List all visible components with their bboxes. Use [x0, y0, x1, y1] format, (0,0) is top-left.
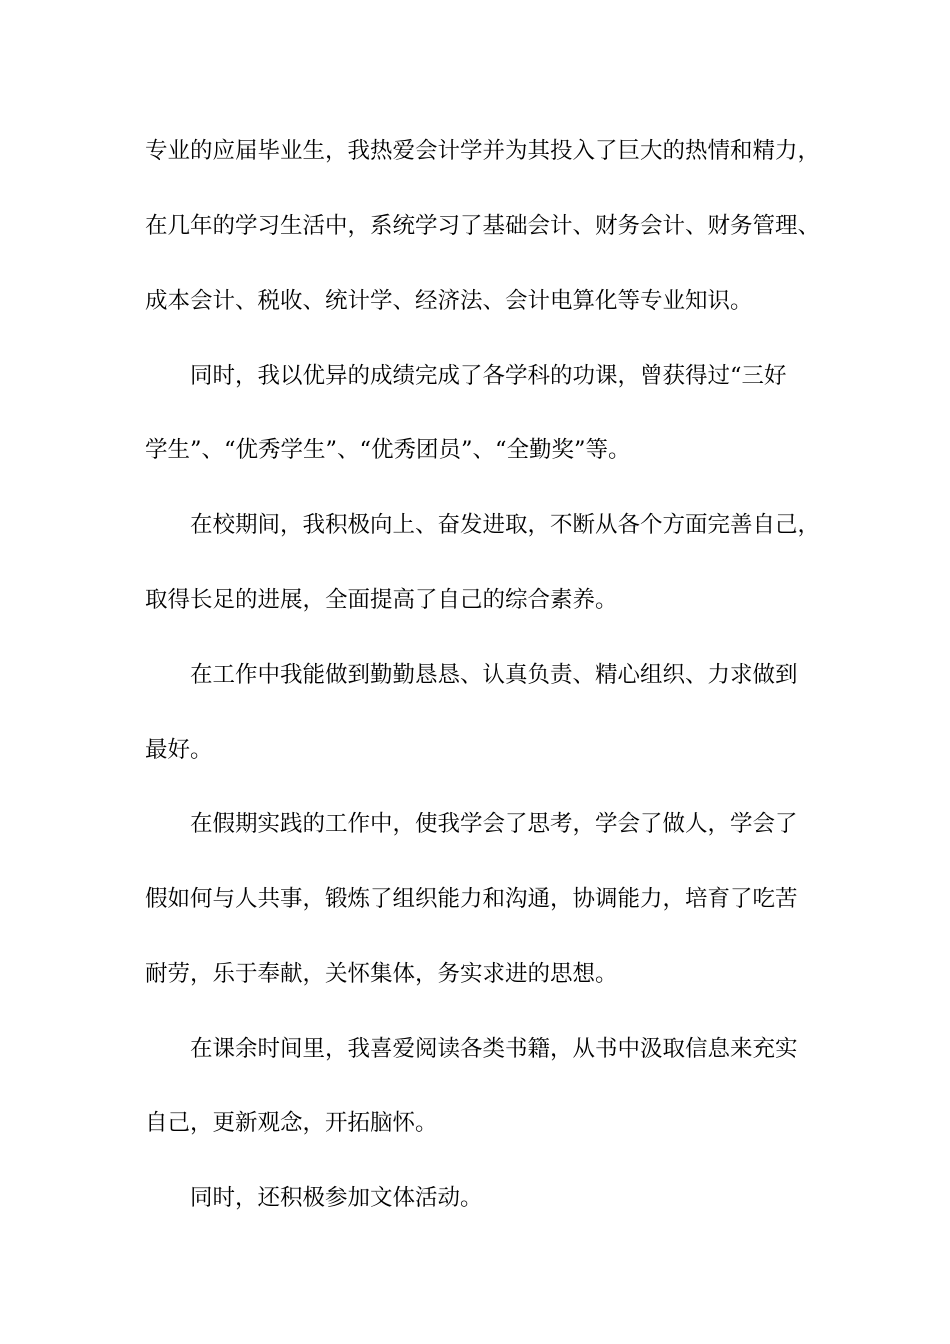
text-line: 专业的应届毕业生，我热爱会计学并为其投入了巨大的热情和精力，: [145, 138, 821, 164]
text-line: 成本会计、税收、统计学、经济法、会计电算化等专业知识。: [145, 288, 753, 314]
paragraph-first-line: 同时，我以优异的成绩完成了各学科的功课，曾获得过“三好: [190, 363, 787, 389]
text-line: 自己，更新观念，开拓脑怀。: [145, 1110, 438, 1136]
text-line: 取得长足的进展，全面提高了自己的综合素养。: [145, 587, 618, 613]
text-line: 在几年的学习生活中，系统学习了基础会计、财务会计、财务管理、: [145, 213, 821, 239]
paragraph-first-line: 在校期间，我积极向上、奋发进取，不断从各个方面完善自己，: [190, 512, 821, 538]
paragraph-first-line: 同时，还积极参加文体活动。: [190, 1185, 483, 1211]
text-line: 最好。: [145, 737, 213, 763]
paragraph-first-line: 在工作中我能做到勤勤恳恳、认真负责、精心组织、力求做到: [190, 662, 798, 688]
paragraph-first-line: 在课余时间里，我喜爱阅读各类书籍，从书中汲取信息来充实: [190, 1036, 798, 1062]
text-line: 耐劳，乐于奉献，关怀集体，务实求进的思想。: [145, 961, 618, 987]
paragraph-first-line: 在假期实践的工作中，使我学会了思考，学会了做人，学会了: [190, 811, 798, 837]
text-line: 学生”、“优秀学生”、“优秀团员”、“全勤奖”等。: [145, 437, 631, 463]
text-line: 假如何与人共事，锻炼了组织能力和沟通，协调能力，培育了吃苦: [145, 886, 798, 912]
